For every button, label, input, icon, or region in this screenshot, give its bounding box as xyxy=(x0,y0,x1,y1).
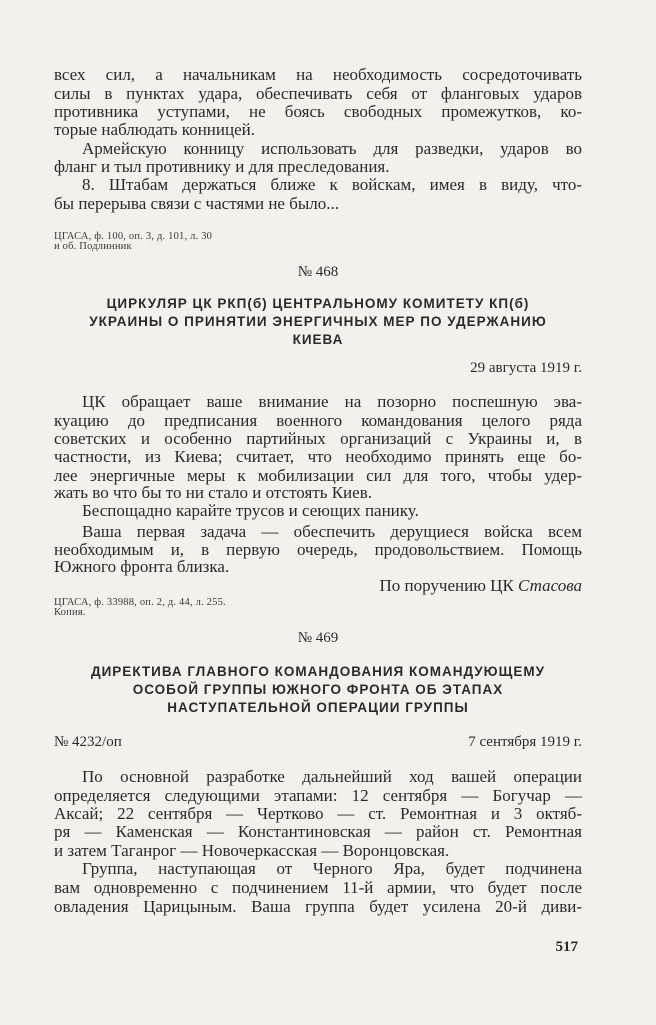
document-reference: № 4232/оп xyxy=(54,734,122,750)
text-line: фланг и тыл противнику и для преследования. xyxy=(54,157,390,176)
text-line: противника уступами, не боясь свободных промежутков, ко- xyxy=(54,102,582,121)
archive-source: Копия. xyxy=(54,607,86,618)
text-line: силы в пунктах удара, обеспечивать себя от фланговых ударов xyxy=(54,84,582,103)
archive-source: ЦГАСА, ф. 100, оп. 3, д. 101, л. 30 xyxy=(54,231,213,242)
text-line: лее энергичные меры к мобилизации сил для того, чтобы удер- xyxy=(54,466,582,485)
text-line: вам одновременно с подчинением 11-й армии, что будет после xyxy=(54,878,582,897)
signature xyxy=(54,576,582,596)
text-line: бы перерыва связи с частями не было... xyxy=(54,194,340,213)
text-line: 8. Штабам держаться ближе к войскам, имея в виду, что- xyxy=(82,175,582,194)
text-line: определяется следующими этапами: 12 сентября — Богучар — xyxy=(54,786,582,805)
document-title: УКРАИНЫ О ПРИНЯТИИ ЭНЕРГИЧНЫХ МЕР ПО УДЕРЖАНИЮ xyxy=(89,314,547,329)
text-line: жать во что бы то ни стало и отстоять Киев. xyxy=(54,483,372,502)
text-line: ЦК обращает ваше внимание на позорно поспешную эва- xyxy=(82,392,582,411)
page-number: 517 xyxy=(555,939,578,955)
document-title: ДИРЕКТИВА ГЛАВНОГО КОМАНДОВАНИЯ КОМАНДУЮЩЕМУ xyxy=(90,664,546,679)
text-line: куацию до предписания военного командования целого ряда xyxy=(54,411,582,430)
document-title: НАСТУПАТЕЛЬНОЙ ОПЕРАЦИИ ГРУППЫ xyxy=(167,700,469,715)
text-line: частности, из Киева; считает, что необходимо принять еще бо- xyxy=(54,447,582,466)
text-line: торые наблюдать конницей. xyxy=(54,120,255,139)
signature-name: Стасова xyxy=(518,576,582,595)
document-number: № 469 xyxy=(297,630,339,646)
archive-source: и об. Подлинник xyxy=(54,241,132,252)
archive-source: ЦГАСА, ф. 33988, оп. 2, д. 44, л. 255. xyxy=(54,597,226,608)
text-line: Беспощадно карайте трусов и сеющих панику. xyxy=(82,501,419,520)
document-title: ЦИРКУЛЯР ЦК РКП(б) ЦЕНТРАЛЬНОМУ КОМИТЕТУ КП(б) xyxy=(106,296,530,311)
document-number: № 468 xyxy=(297,264,339,280)
text-line: По основной разработке дальнейший ход вашей операции xyxy=(82,767,582,786)
document-date: 7 сентября 1919 г. xyxy=(468,734,582,750)
text-line: Южного фронта близка. xyxy=(54,557,230,576)
text-line: Ваша первая задача — обеспечить дерущиеся войска всем xyxy=(82,522,582,541)
text-line: всех сил, а начальникам на необходимость сосредоточивать xyxy=(54,65,582,84)
text-line: необходимым и, в первую очередь, продовольствием. Помощь xyxy=(54,540,582,559)
document-date: 29 августа 1919 г. xyxy=(470,360,582,376)
document-title: КИЕВА xyxy=(292,332,344,347)
signature-text: По поручению ЦК xyxy=(379,576,519,595)
text-line: советских и особенно партийных организаций с Украины и, в xyxy=(54,429,582,448)
text-line: ря — Каменская — Константиновская — район ст. Ремонтная xyxy=(54,822,582,841)
text-line: Группа, наступающая от Черного Яра, будет подчинена xyxy=(82,859,582,878)
text-line: Аксай; 22 сентября — Чертково — ст. Ремонтная и 3 октяб- xyxy=(54,804,582,823)
text-line: и затем Таганрог — Новочеркасская — Воронцовская. xyxy=(54,841,450,860)
text-line: овладения Царицыным. Ваша группа будет усилена 20-й диви- xyxy=(54,897,582,916)
text-line: Армейскую конницу использовать для разведки, ударов во xyxy=(82,139,582,158)
document-title: ОСОБОЙ ГРУППЫ ЮЖНОГО ФРОНТА ОБ ЭТАПАХ xyxy=(132,682,504,697)
